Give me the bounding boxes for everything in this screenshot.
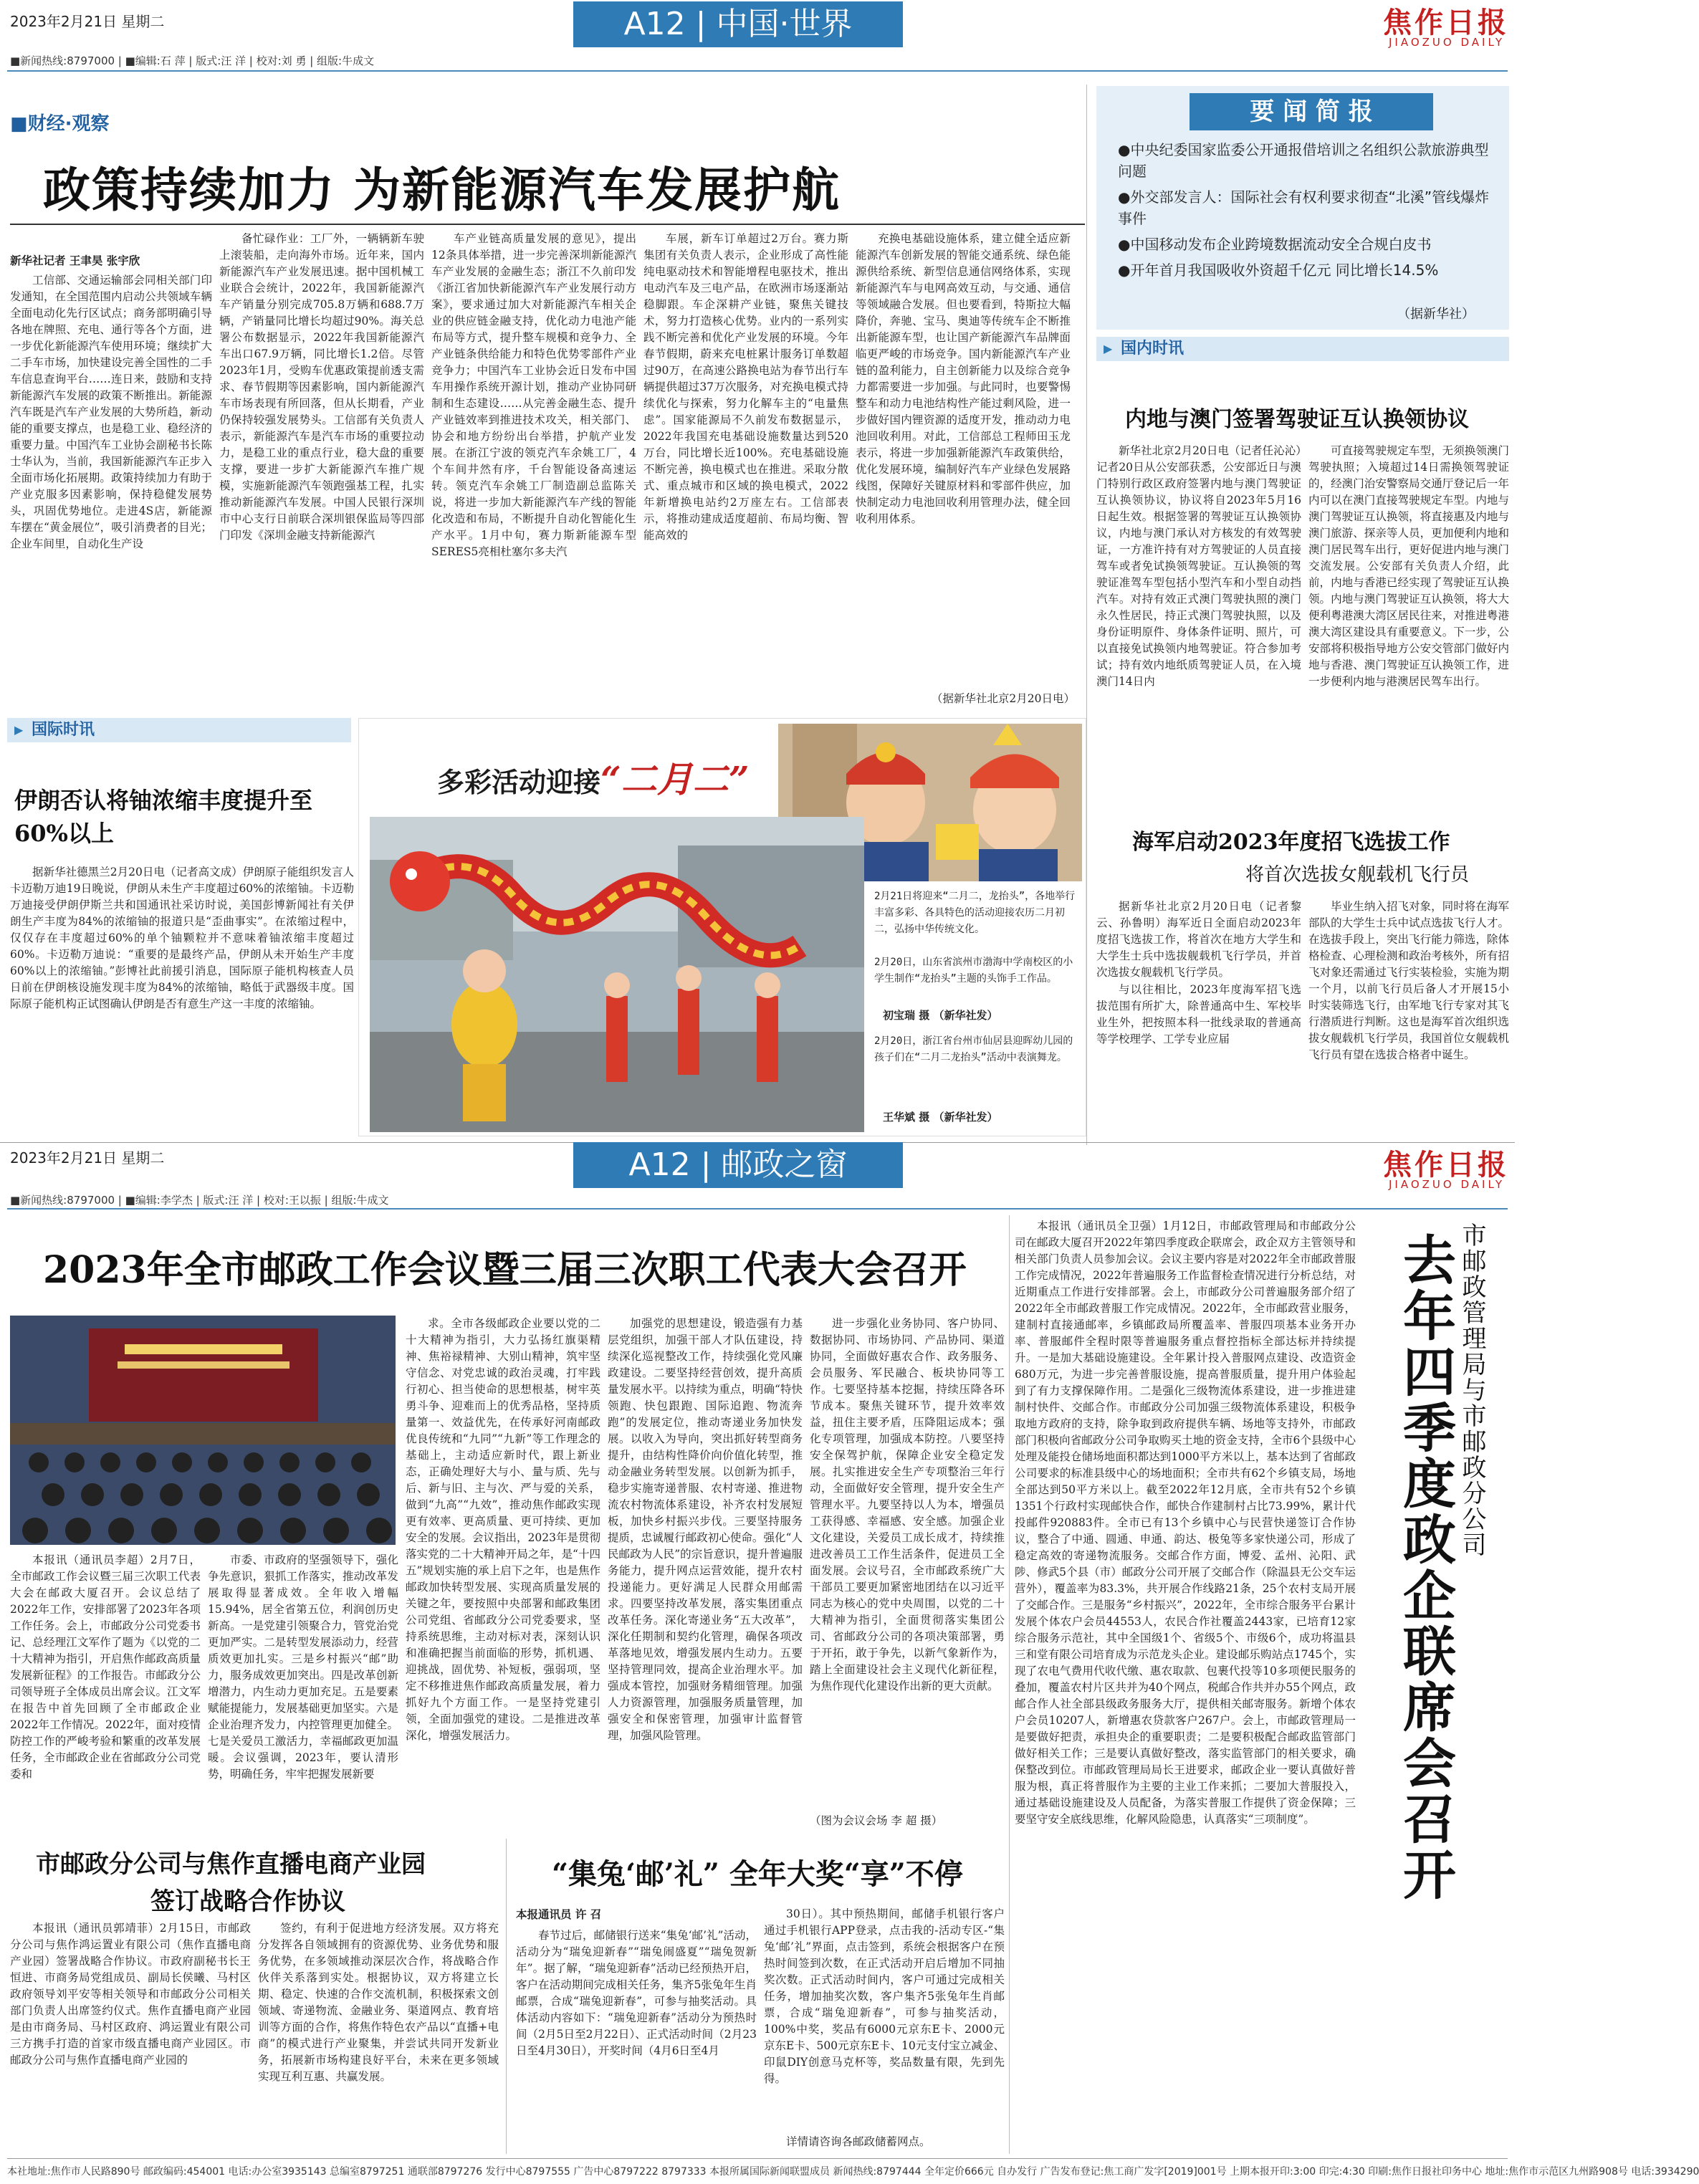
- column-rule: [506, 1839, 507, 2154]
- brief-item: ●开年首月我国吸收外资超千亿元 同比增长14.5%: [1118, 262, 1439, 279]
- photo-credit-1: 初宝瑞 摄 （新华社发）: [883, 1009, 998, 1022]
- brief-item: ●外交部发言人：国际社会有权利要求彻查“北溪”管线爆炸事件: [1118, 188, 1490, 227]
- briefs-list: [1118, 139, 1498, 281]
- photo-feature-title-quoted: “二月二”: [600, 758, 750, 800]
- photo-dragon-dance: [370, 817, 864, 1132]
- column-rule: [1086, 85, 1087, 1145]
- finance-title: 政策持续加力 为新能源汽车发展护航: [43, 162, 841, 218]
- top-staff-bar: ■新闻热线:8797000 | ■编辑:石 萍 | 版式:汪 洋 | 校对:刘 勇 | 组版:牛成文: [10, 54, 375, 67]
- livestream-col-1: 本报讯（通讯员郭靖菲）2月15日，市邮政分公司与焦作鸿运置业有限公司（焦作直播电商产业园）签署战略合作协议。市政府副秘书长王恒进、市商务局党组成员、副局长侯曦、马村区政府领导刘平安等相关领导和市邮政分公司相关部门负责人出席签约仪式。焦作直播电商产业园是由市商务局、马村区政府、鸿运置业有限公司三方携手打造的首家市级直播电商产业园区。市邮政分公司与焦作直播电商产业园的: [10, 1922, 251, 2066]
- vertical-story-title: 去年四季度政企联席会召开: [1394, 1232, 1456, 1903]
- finance-title-underline: [10, 224, 1085, 225]
- photo-credit-2: 王华斌 摄 （新华社发）: [883, 1111, 998, 1124]
- bottom-date: 2023年2月21日 星期二: [10, 1149, 165, 1167]
- footer-rule: [7, 2158, 1508, 2159]
- top-date: 2023年2月21日 星期二: [10, 13, 165, 30]
- rabbit-title: “集兔‘邮’礼” 全年大奖“享”不停: [552, 1857, 963, 1891]
- bottom-divider: [7, 1208, 1508, 1210]
- meeting-hall-illustration: [10, 1316, 396, 1545]
- domestic-col-1: 新华社北京2月20日电（记者任沁沁）记者20日从公安部获悉，公安部近日与澳门特别行政区政府签署内地与澳门驾驶证互认换领协议，协议将自2023年5月16日起生效。根据签署的驾驶证互认换领协议，内地与澳门承认对方核发的有效驾驶证，一方准许持有对方驾驶证的人员直接驾车或者免试换领驾驶证。互认换领的驾驶证准驾车型包括小型汽车和小型自动挡汽车。对持有效正式澳门驾驶执照的澳门永久性居民，持正式澳门驾驶执照，以及身份证明原件、身体条件证明、照片，可以直接免试换领内地驾驶证。符合参加考试；持有效内地纸质驾驶证人员，在入境澳门14日内: [1096, 444, 1301, 688]
- brief-item: ●中央纪委国家监委公开通报借培训之名组织公款旅游典型问题: [1118, 141, 1489, 180]
- postal-col-4: 加强党的思想建设，锻造强有力基层党组织，加强干部人才队伍建设，持续深化巡视整改工作，持续强化党风廉政建设。二要坚持经营创效，提升高质量发展水平。以持续为重点，明确“特快领跑、快包跟跑、国际追跑、物流奔跑”的发展定位，推动寄递业务加快发展。以收入为导向，突出抓好转型商务提升，由结构性降价向价值化转型，推动金融业务转型发展。以创新为抓手，稳步实施寄递普服、农村寄递、推进物流农村物流体系建设，补齐农村发展短板，加快乡村振兴步伐。三要坚持服务提质，忠诚履行邮政初心使命。强化“人民邮政为人民”的宗旨意识，提升普遍服务能力，提升网点运营效能，提升农村投递能力。更好满足人民群众用邮需求。四要坚持改革发展，落实集团重点改革任务。深化寄递业务“五大改革”，深化任期制和契约化管理，确保各项改革落地见效，增强发展内生动力。五要坚持管理同效，提高企业治理水平。加强成本管控，加强财务精细管理。加强人力资源管理，加强服务质量管理，加强安全和保密管理，加强审计监督管理，加强风险管理。: [608, 1317, 803, 1742]
- photo-caption-3: 2月20日，浙江省台州市仙居县迎晖幼儿园的孩子们在“二月二龙抬头”活动中表演舞龙。: [874, 1035, 1073, 1063]
- postal-title: 2023年全市邮政工作会议暨三届三次职工代表大会召开: [43, 1248, 967, 1292]
- photo-caption-1: 2月21日将迎来“二月二，龙抬头”，各地举行丰富多彩、各具特色的活动迎接农历二月初二，弘扬中华传统文化。: [874, 891, 1076, 935]
- briefs-title: 要 闻 简 报: [1190, 93, 1433, 130]
- navy-subtitle: 将首次选拔女舰载机飞行员: [1245, 864, 1470, 886]
- postal-col-2: 市委、市政府的坚强领导下，强化争先意识，狠抓工作落实，推动改革发展取得显著成效。全年收入增幅15.94%，居全省第五位，利润创历史新高。一是党建引领聚合力，管党治党更加严实。二是转型发展添动力，经营质效更加扎实。三是乡村振兴“邮”助力，服务成效更加突出。四是改革创新增潜力，内生动力更加充足。五是要素赋能提能力，发展基础更加坚实。六是企业治理齐发力，内控管理更加健全。七是关爱员工激活力，幸福邮政更加温暖。会议强调，2023年，要认清形势，明确任务，牢牢把握发展新要: [208, 1553, 398, 1781]
- finance-col-3: 车产业链高质量发展的意见》，提出12条具体举措，进一步完善深圳新能源汽车产业发展的金融生态；浙江不久前印发《浙江省加快新能源汽车产业发展行动方案》，要求通过加大对新能源汽车相关企业的供应链金融支持，优化动力电池产能布局等方式，提升整车规模和竞争力、全产业链条供给能力和特色优势零部件产业竞争力；中国汽车工业协会近日发布中国车用操作系统开源计划，推动产业协同研制和生态建设……从完善金融生态、提升产业链效率到推进技术攻关，相关部门、协会和地方纷纷出台举措，护航产业发展。在浙江宁波的领克汽车余姚工厂，4个车间井然有序，千台智能设备高速运转。领克汽车余姚工厂制造副总监陈关说，将进一步加大新能源汽车产线的智能化改造和布局，不断提升自动化智能化生产水平。1月中旬，赛力斯新能源车型SERES5亮相杜塞尔多夫汽: [431, 232, 636, 558]
- postal-col-5: 进一步强化业务协同、客户协同、数据协同、市场协同、产品协同、渠道协同，全面做好惠农合作、政务服务、会员服务、军民融合、板块协同等工作。七要坚持基本挖掘，持续压降各环节成本。聚焦关键环节，提升效率效益，扭住主要矛盾，压降阻运成本；强化专项管理，加强成本防控。八要坚持安全保驾护航，保障企业安全稳定发展。扎实推进安全生产专项整治三年行动，全面做好安全管理，提升安全生产管理水平。九要坚持以人为本，增强员工获得感、幸福感、安全感。加强企业文化建设，关爱员工成长成才，持续推进改善员工工作生活条件，促进员工全面发展。会议号召，全市邮政系统广大干部员工要更加紧密地团结在以习近平同志为核心的党中央周围，以党的二十大精神为指引，全面贯彻落实集团公司、省邮政分公司的各项决策部署，勇于开拓，敢于争先，以新气象新作为，踏上全面建设社会主义现代化新征程，为焦作现代化建设作出新的更大贡献。: [810, 1317, 1005, 1692]
- bottom-logo-en: JIAOZUO DAILY: [1389, 1178, 1505, 1191]
- navy-col-1b: 与以往相比，2023年度海军招飞选拔范围有所扩大，除普通高中生、军校毕业生外，把按照本科一批线录取的普通高等学校理学、工学专业应届: [1096, 983, 1301, 1045]
- domestic-col-2: 可直接驾驶规定车型，无须换领澳门驾驶执照；入境超过14日需换领驾驶证的，经澳门治安警察局交通厅登记后一年内可以在澳门直接驾驶规定车型。内地与澳门驾驶证互认换领，将直接惠及内地与澳门旅游、探亲等人员，更加便利内地和澳门居民驾车出行，更好促进内地与澳门交流发展。公安部有关负责人介绍，此前，内地与香港已经实现了驾驶证互认换领。内地与澳门驾驶证互认换领，将大大便利粤港澳大湾区居民往来，对推进粤港澳大湾区建设具有重要意义。下一步，公安部将积极指导地方公安交管部门做好内地与香港、澳门驾驶证互认换领工作，进一步便利内地与港澳居民驾车出行。: [1308, 444, 1509, 688]
- iran-body: 据新华社德黑兰2月20日电（记者高文成）伊朗原子能组织发言人卡迈勒万迪19日晚说，伊朗从未生产丰度超过60%的浓缩铀。卡迈勒万迪接受伊朗伊斯兰共和国通讯社采访时说，美国彭博新闻社有关伊朗生产丰度为84%的浓缩铀的报道只是“歪曲事实”。在浓缩过程中，仅仅存在丰度超过60%的单个铀颗粒并不意味着铀浓缩丰度超过60%。卡迈勒万迪说：“重要的是最终产品，伊朗从未开始生产丰度60%以上的浓缩铀。”彭博社此前援引消息，国际原子能机构核查人员日前在伊朗核设施发现丰度为84%的浓缩铀，略低于武器级丰度。国际原子能机构正试图确认伊朗是否有意生产这一丰度的浓缩铀。: [10, 866, 354, 1010]
- iran-tag-label: 国际时讯: [32, 721, 95, 739]
- photo-feature-title-plain: 多彩活动迎接: [437, 766, 601, 798]
- domestic-tag: [1096, 337, 1509, 361]
- photo-caption-2: 2月20日，山东省滨州市渤海中学南校区的小学生制作“龙抬头”主题的头饰手工作品。: [874, 957, 1073, 985]
- finance-byline: 新华社记者 王聿昊 张宇欣: [10, 254, 140, 267]
- bottom-logo: 焦作日报: [1383, 1148, 1509, 1182]
- postal-photo-credit: （图为会议会场 李 超 摄）: [810, 1814, 943, 1827]
- briefs-source: （据新华社）: [1397, 307, 1475, 322]
- iran-tag: [7, 718, 351, 742]
- rabbit-col-2: 30日）。其中预热期间，邮储手机银行客户通过手机银行APP登录，点击我的-活动专区-“集兔‘邮’礼”界面，点击签到，系统会根据客户在预热时间签到次数，在正式活动开启后增加不同抽奖次数。正式活动时间内，客户可通过完成相关任务，增加抽奖次数，客户集齐5张兔年生肖邮票，合成“瑞兔迎新春”，可参与抽奖活动，100%中奖，奖品有6000元京东E卡、2000元京东E卡、500元京东E卡、10元支付宝立减金、印鼠DIY创意马克杯等，奖品数量有限，先到先得。: [764, 1907, 1005, 2085]
- photo-meeting-hall: [10, 1316, 396, 1545]
- vertical-story-body: 本报讯（通讯员全卫强）1月12日，市邮政管理局和市邮政分公司在邮政大厦召开2022年第四季度政企联席会，政企双方主管领导和相关部门负责人员参加会议。会议主要内容是对2022年全市邮政普服工作完成情况，2022年普遍服务工作监督检查情况进行分析总结，对近期重点工作进行安排部署。会上，市邮政分公司普遍服务部介绍了2022年全市邮政普服工作完成情况。2022年，全市邮政营业服务，建制村直接通邮率，乡镇邮政局所覆盖率、普服四项基本业务开办率、普服邮件全程时限等普遍服务重点督控指标全部达标并持续提升。一是加大基础设施建设。全年累计投入普服网点建设、改造资金680万元，为进一步完善普服设施，提高普服质量，提升用户体验起到了有力支撑保障作用。二是强化三级物流体系建设，进一步推进建制村快件、交邮合作。市邮政分公司加强三级物流体系建设，积极争取地方政府的支持，除争取到政府提供车辆、场地等支持外，市邮政部门积极向省邮政分公司争取购买土地的资金支持，全市6个县级中心处理及能投仓储场地面积都达到1000平方米以上，基本达到了省邮政公司要求的标准县级中心的场地面积；全市共有62个乡镇支局，场地全部达到50平方米以上。截至2022年12月底，全市共有52个乡镇1351个行政村实现邮快合作，邮快合作建制村占比73.99%，累计代投邮件920883件。全市已有13个乡镇中心与民营快递签订合作协议，整合了中通、圆通、申通、韵达、极兔等多家快递公司，形成了稳定高效的寄递物流服务。交邮合作方面，博爱、孟州、沁阳、武陟、修武5个县（市）邮政分公司开展了交邮合作（除温县无公交车运营外），覆盖率为83.3%，共开展合作线路21条，25个农村支局开展了交邮合作。三是服务“乡村振兴”，2022年，全市综合服务平台累计发展个体农户会员44553人，农民合作社覆盖2443家，已培育12家综合服务示范社，其中全国级1个、省级5个、市级6个，成功将温县三和堂有限公司培育成为示范龙头企业。建设邮乐购站点1745个，实现了农电气费用代收代缴、惠农取款、包裹代投等10多项便民服务的叠加，覆盖农村片区共并为40个网点，税邮合作共并办55个网点，政邮合作人社全部县级政务服务大厅，提供相关邮寄服务。新增个体农户会员10207人，新增惠农贷款客户267户。会上，市邮政管理局一是要做好把责，承担央企的重要职责；二是要积极配合邮政监管部门做好相关工作；三是要认真做好整改，落实监管部门的相关要求，确保整改到位。市邮政管理局局长王进要求，邮政企业一要认真做好普服为根，真正将普服作为主要的主业工作来抓；二要加大普服投入，通过基础设施建设及人员配备，为落实普服工作提供了资金保障；三要坚守安全底线思维，化解风险隐患，认真落实“三项制度”。: [1015, 1220, 1356, 1826]
- livestream-col-2: 签约，有利于促进地方经济发展。双方将充分发挥各自领域拥有的资源优势、业务优势和服务优势，在多领域推动深层次合作，将战略合作伙伴关系落到实处。根据协议，双方将建立长期、稳定、快速的合作交流机制，积极探索文创领域、寄递物流、金融业务、渠道网点、教育培训等方面的合作，将焦作特色农产品以“直播+电商”的模式进行产业聚集，并尝试共同开发新业务，拓展新市场构建良好平台，未来在更多领域实现互利互惠、共赢发展。: [258, 1922, 499, 2083]
- top-divider: [7, 70, 1508, 72]
- top-logo: 焦作日报: [1383, 6, 1509, 39]
- rabbit-col-2-end: 详情请咨询各邮政储蓄网点。: [786, 2135, 931, 2148]
- top-logo-en: JIAOZUO DAILY: [1389, 36, 1505, 49]
- dragon-dance-illustration: [370, 817, 864, 1132]
- vertical-story-subtitle: 市邮政管理局与市邮政分公司: [1458, 1222, 1486, 1558]
- navy-title: 海军启动2023年度招飞选拔工作: [1132, 830, 1450, 855]
- arrow-icon: ▶: [14, 723, 24, 737]
- livestream-title-line2: 签订战略合作协议: [150, 1887, 345, 1916]
- footer-info: 本社地址:焦作市人民路890号 邮政编码:454001 电话:办公室3935143 总编室8797251 通联部8797276 发行中心8797555 广告中心8797222 8797333 本报所属国际新闻联盟成员 新闻热线:8797444 全年定价666元 自办发行 广告发布登记:焦工商广发字[2019]001号 上期本报开印:3:00 印完:4:30 印刷:焦作日报社印务中心 地址:焦作市示范区九州路908号 电话:3934290: [7, 2166, 1699, 2178]
- photo-feature-title: [437, 751, 750, 803]
- domestic-title: 内地与澳门签署驾驶证互认换领协议: [1125, 407, 1469, 432]
- finance-col-1: 工信部、交通运输部会同相关部门印发通知，在全国范围内启动公共领域车辆全面电动化先行区试点；商务部明确引导各地在牌照、充电、通行等各个方面，进一步优化新能源汽车使用环境；继续扩大二手车市场，加快建设完善全国性的二手车信息查询平台……连日来，鼓励和支持新能源汽车发展的政策不断推出。新能源汽车既是汽车产业发展的大势所趋，新动能的重要支撑点，也是稳工业、稳经济的重要力量。中国汽车工业协会副秘书长陈士华认为，当前，我国新能源汽车正步入全面市场化拓展期。政策持续加力有助于产业克服多因素影响，保持稳健发展势头，巩固优势地位。走进4S店，新能源车摆在“黄金展位”，吸引消费者的目光；企业车间里，自动化生产设: [10, 274, 212, 550]
- finance-source: （据新华社北京2月20日电）: [931, 692, 1075, 705]
- finance-col-2: 备忙碌作业：工厂外，一辆辆新车驶上滚装船，走向海外市场。近年来，国内新能源汽车产业发展迅速。据中国机械工业联合会统计，2022年，我国新能源汽车产销量分别完成705.8万辆和688.7万辆，产销量同比增长均超过90%。海关总署公布数据显示，2022年我国新能源汽车出口67.9万辆，同比增长1.2倍。尽管2023年1月，受购车优惠政策提前透支需求、春节假期等因素影响，国内新能源汽车市场表现有所回落，但从长期看，产业仍保持较强发展势头。工信部有关负责人表示，新能源汽车是汽车市场的重要拉动力，是稳工业的重点行业，稳大盘的重要支撑，要进一步扩大新能源汽车推广规模，实施新能源汽车领跑强基工程，扎实推动新能源汽车发展。中国人民银行深圳市中心支行日前联合深圳银保监局等四部门印发《深圳金融支持新能源汽: [219, 232, 424, 542]
- navy-col-1: 据新华社北京2月20日电（记者黎云、孙鲁明）海军近日全面启动2023年度招飞选拔工作，将首次在地方大学生和大学生士兵中选拔舰载机飞行学员，并首次选拔女舰载机飞行学员。: [1096, 900, 1301, 979]
- arrow-icon: ▶: [1104, 342, 1113, 355]
- postal-col-3: 求。全市各级邮政企业要以党的二十大精神为指引，大力弘扬红旗渠精神、焦裕禄精神、大别山精神，筑牢坚守信念、对党忠诚的政治灵魂，打牢践行初心、担当使命的思想根基，树牢英勇斗争、迎难而上的优秀品格，坚持质量第一、效益优先，在传承好河南邮政优良传统和“九同”“九新”等工作理念的基础上，主动适应新时代，跟上新业态，正确处理好大与小、量与质、先与后、新与旧、主与次、严与爱的关系，做到“九高”“九效”，推动焦作邮政实现更有效率、更高质量、更可持续、更加安全的发展。会议指出，2023年是贯彻落实党的二十大精神开局之年，是“十四五”规划实施的承上启下之年，也是焦作邮政加快转型发展、实现高质量发展的关键之年，要按照中央部署和邮政集团公司党组、省邮政分公司党委要求，坚持系统思维，主动对标对表，深刻认识和准确把握当前面临的形势，抓机遇、迎挑战，固优势、补短板，强弱项，坚定不移推进焦作邮政高质量发展，着力抓好九个方面工作。一是坚持党建引领，全面加强党的建设。二是推进改革深化，增强发展活力。: [406, 1317, 600, 1742]
- postal-col-1: 本报讯（通讯员李超）2月7日，全市邮政工作会议暨三届三次职工代表大会在邮政大厦召开。会议总结了2022年工作，安排部署了2023年各项工作任务。会上，市邮政分公司党委书记、总经理江文军作了题为《以党的二十大精神为指引，开启焦作邮政高质量发展新征程》的工作报告。市邮政分公司领导班子全体成员出席会议。江文军在报告中首先回顾了全市邮政企业2022年工作情况。2022年，面对疫情防控工作的严峻考验和繁重的改革发展任务，全市邮政企业在省邮政分公司党委和: [10, 1553, 201, 1781]
- column-rule: [1009, 1215, 1010, 2154]
- bottom-section-banner: A12 | 邮政之窗: [573, 1142, 903, 1188]
- finance-col-5: 充换电基础设施体系，建立健全适应新能源汽车创新发展的智能交通系统、绿色能源供给系统、新型信息通信网络体系，实现新能源汽车与电网高效互动，与交通、通信等领域融合发展。但也要看到，特斯拉大幅降价，奔驰、宝马、奥迪等传统车企不断推出新能源车型，也让国产新能源汽车品牌面临更严峻的市场竞争。国内新能源汽车产业链的盈利能力，自主创新能力以及综合竞争力都需要进一步加强。与此同时，也要警惕整车和动力电池结构性产能过剩风险，进一步做好国内锂资源的适度开发，推动动力电池回收利用。对此，工信部总工程师田玉龙表示，将进一步加强新能源汽车政策供给，优化发展环境，编制好汽车产业绿色发展路线图，保障好关键原材料和零部件供应，加快制定动力电池回收利用管理办法，健全回收利用体系。: [856, 232, 1071, 525]
- finance-section-label: ■财经·观察: [10, 113, 110, 135]
- rabbit-col-1: 春节过后，邮储银行送来“集兔‘邮’礼”活动，活动分为“瑞兔迎新春”“瑞兔闹盛夏”“瑞兔贺新年”。据了解，“瑞兔迎新春”活动已经预热开启，客户在活动期间完成相关任务，集齐5张兔年生肖邮票，合成“瑞兔迎新春”，可参与抽奖活动。具体活动内容如下：“瑞兔迎新春”活动分为预热时间（2月5日至2月22日）、正式活动时间（2月23日至4月30日），开奖时间（4月6日至4月: [516, 1929, 757, 2057]
- finance-col-4: 车展，新车订单超过2万台。赛力斯集团有关负责人表示，企业形成了高性能纯电驱动技术和智能增程电驱技术，推出电动汽车及三电产品，在欧洲市场逐渐站稳脚跟。车企深耕产业链，聚焦关键技术，努力打造核心优势。业内的一系列实践不断完善和优化产业发展的环境。今年春节假期，蔚来充电桩累计服务订单数超过90万，在高速公路换电站为春节出行车辆提供超过37万次服务，对充换电模式持续优化与探索，努力化解车主的“电量焦虑”。国家能源局不久前发布数据显示，2022年我国充电基础设施数量达到520万台，同比增长近100%。充电基础设施不断完善，换电模式也在推进。采取分散式、重点城市和区域的换电模式，2022年新增换电站约2万座左右。工信部表示，将推动建成适度超前、布局均衡、智能高效的: [643, 232, 848, 542]
- bottom-staff-bar: ■新闻热线:8797000 | ■编辑:李学杰 | 版式:汪 洋 | 校对:王以振 | 组版:牛成文: [10, 1194, 389, 1207]
- iran-title: 伊朗否认将铀浓缩丰度提升至60%以上: [14, 787, 313, 847]
- livestream-title-line1: 市邮政分公司与焦作直播电商产业园: [36, 1850, 426, 1879]
- top-section-banner: A12 | 中国·世界: [573, 1, 903, 47]
- domestic-tag-label: 国内时讯: [1121, 340, 1184, 358]
- brief-item: ●中国移动发布企业跨境数据流动安全合规白皮书: [1118, 236, 1432, 253]
- navy-col-2: 毕业生纳入招飞对象，同时将在海军部队的大学生士兵中试点选拔飞行人才。在选拔手段上，突出飞行能力筛选，除体格检查、心理检测和政治考核外，所有招飞对象还需通过飞行实装检验，实施为期一个月，以前飞行员后备人才开展15小时实装筛选飞行，由军地飞行专家对其飞行潜质进行判断。这也是海军首次组织选拔女舰载机飞行学员，我国首位女舰载机飞行员有望在选拔合格者中诞生。: [1308, 900, 1509, 1061]
- rabbit-byline: 本报通讯员 许 召: [516, 1907, 602, 1921]
